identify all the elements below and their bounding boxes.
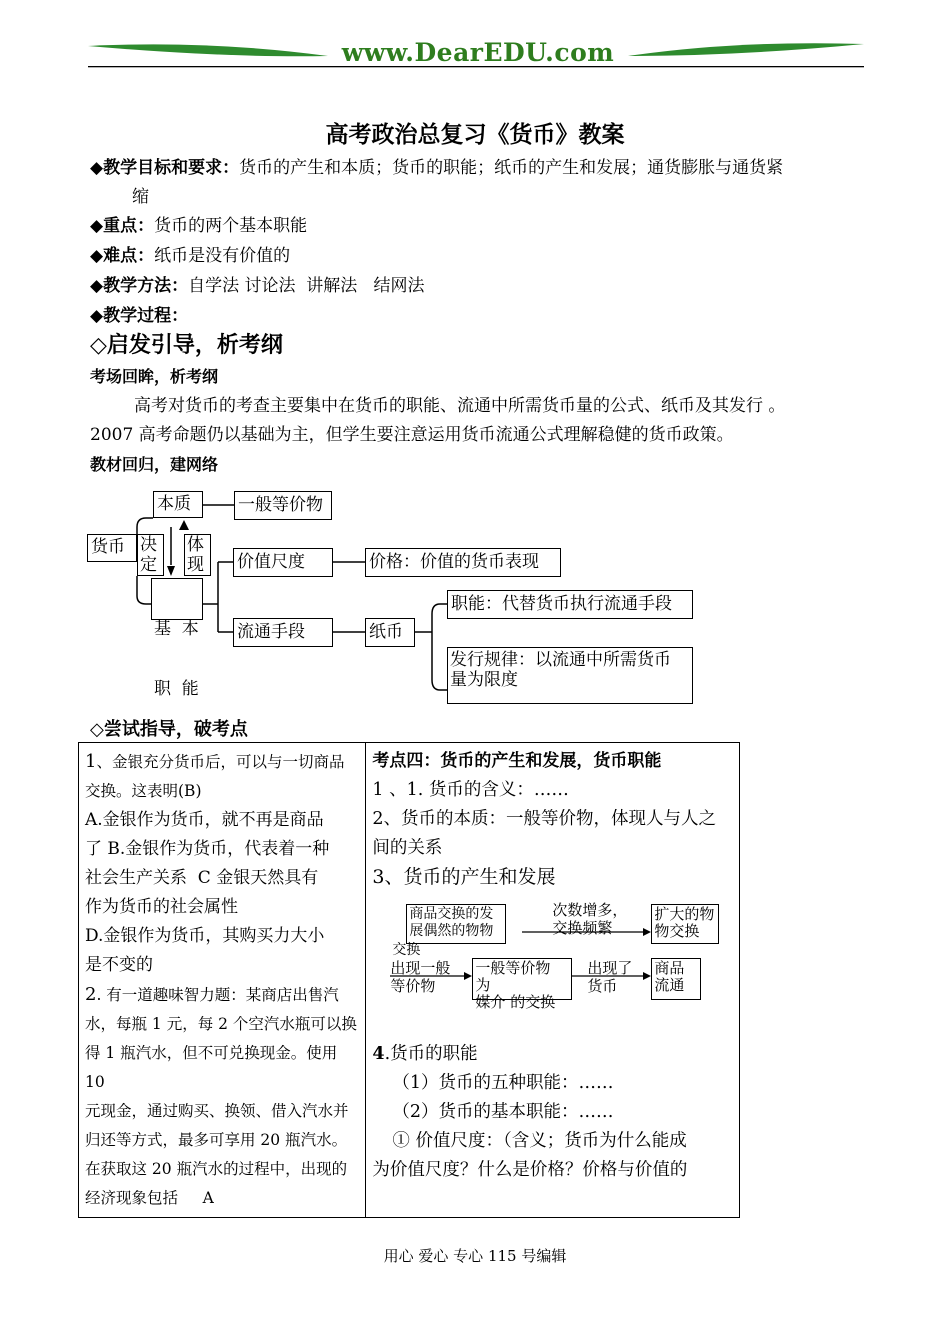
difficulty-label: ◆难点： [90, 246, 155, 266]
issue-law-line1: 发行规律：以流通中所需货币 [450, 650, 671, 670]
objectives-text: 货币的产生和本质；货币的职能；纸币的产生和发展；通货膨胀与通货紧 [239, 158, 784, 178]
evo-arrow3-l1: 出现了 [587, 959, 633, 977]
right-column [366, 743, 740, 1218]
right-heading: 考点四：货币的产生和发展，货币职能 [372, 751, 662, 771]
left-column [79, 743, 366, 1218]
section1-heading: ◇启发引导，析考纲 [90, 333, 283, 358]
node-embody [184, 534, 211, 576]
q1-option-c: 社会生产关系 C 金银天然具有 [85, 868, 319, 888]
objectives-label: ◆教学目标和要求： [90, 158, 240, 178]
node-paper-money: 纸币 [365, 618, 415, 647]
evo-box-expanded-l2: 物交换 [654, 922, 700, 940]
site-logo: www.DearEDU.com [341, 38, 615, 67]
page-footer: 用心 爱心 专心 115 号编辑 [383, 1247, 567, 1265]
section2-heading: ◇尝试指导，破考点 [90, 719, 248, 740]
evo-box-circulation-l1: 商品 [654, 959, 685, 977]
issue-law-line2: 量为限度 [450, 670, 518, 690]
section1-subheading: 考场回眸，析考纲 [90, 367, 219, 386]
right-p4: 4.货币的职能 [372, 1044, 478, 1064]
right-p4-1: （1）货币的五种职能：…… [392, 1073, 614, 1093]
evo-box-expanded-l1: 扩大的物 [654, 905, 715, 923]
method-label: ◆教学方法： [90, 276, 189, 296]
q1-option-b: 了 B.金银作为货币，代表着一种 [85, 839, 330, 859]
q2-line6: 在获取这 20 瓶汽水的过程中，出现的 [85, 1160, 348, 1178]
evo-arrow2-l1: 出现一般 [390, 959, 451, 977]
decide-char1: 决 [140, 535, 157, 555]
right-p2: 2、货币的本质：一般等价物，体现人与人之 [372, 809, 717, 829]
section1-subheading2: 教材回归，建网络 [90, 455, 219, 474]
section1-para2: 2007 高考命题仍以基础为主，但学生要注意运用货币流通公式理解稳健的货币政策。 [90, 425, 734, 445]
embody-char1: 体 [187, 535, 204, 555]
key-point-text: 货币的两个基本职能 [154, 216, 308, 236]
q1-option-c-cont: 作为货币的社会属性 [85, 897, 238, 917]
key-point-label: ◆重点： [90, 216, 155, 236]
node-circulation: 流通手段 [233, 618, 333, 647]
right-p4-3: ① 价值尺度：（含义；货币为什么能成 [392, 1131, 687, 1151]
evo-arrow1-l1: 次数增多， [552, 901, 628, 919]
page-title: 高考政治总复习《货币》教案 [325, 121, 625, 148]
evo-arrows [372, 892, 732, 1040]
decide-char2: 定 [140, 555, 157, 575]
method-text: 自学法 讨论法 讲解法 结网法 [188, 276, 425, 296]
node-paper-function: 职能：代替货币执行流通手段 [447, 590, 693, 619]
evo-box-circulation-l2: 流通 [654, 976, 685, 994]
evo-box-general-l1: 一般等价物 为 [475, 959, 551, 994]
evo-box-barter-l2: 展偶然的物物 [409, 923, 494, 939]
evo-arrow3-l2: 货币 [587, 977, 618, 995]
evo-box-barter-l3: 交换 [392, 942, 421, 958]
basic-line2: 职 能 [154, 679, 199, 699]
process-label: ◆教学过程： [90, 306, 189, 326]
evo-arrow2-l2: 等价物 [390, 977, 436, 995]
basic-line1: 基 本 [154, 619, 199, 639]
node-price: 价格：价值的货币表现 [365, 548, 561, 577]
q2-line2: 水，每瓶 1 元，每 2 个空汽水瓶可以换 [85, 1015, 357, 1033]
node-issue-law [447, 647, 693, 704]
q1-line2: 交换。这表明(B) [85, 782, 202, 800]
difficulty-text: 纸币是没有价值的 [154, 246, 291, 266]
objectives-text-cont: 缩 [132, 187, 149, 207]
right-p4-4: 为价值尺度？什么是价格？价格与价值的 [372, 1160, 688, 1180]
evolution-diagram [372, 892, 733, 1040]
q1-line1: 1、金银充分货币后，可以与一切商品 [85, 751, 345, 772]
evo-box-barter-l1: 商品交换的发 [409, 906, 494, 922]
q2-line1: 2. 有一道趣味智力题：某商店出售汽 [85, 984, 339, 1005]
section1-para1: 高考对货币的考查主要集中在货币的职能、流通中所需货币量的公式、纸币及其发行 。 [134, 396, 786, 416]
node-essence: 本质 [153, 491, 203, 518]
q1-option-a: A.金银作为货币，就不再是商品 [85, 810, 324, 830]
evo-box-general-l2: 媒介 的交换 [475, 993, 556, 1011]
q2-line3: 得 1 瓶汽水，但不可兑换现金。使用 10 [85, 1044, 338, 1091]
q1-option-d: D.金银作为货币，其购买力大小 [85, 926, 325, 946]
node-value-measure: 价值尺度 [233, 548, 333, 577]
embody-char2: 现 [187, 555, 204, 575]
q2-line4: 元现金，通过购买、换领、借入汽水并 [85, 1102, 349, 1120]
node-basic-function [151, 578, 203, 699]
q2-line5: 归还等方式，最多可享用 20 瓶汽水。 [85, 1131, 348, 1149]
exercise-table [78, 742, 740, 1218]
q2-line7: 经济现象包括 A [85, 1189, 214, 1207]
right-p1: 1 、1. 货币的含义：…… [372, 780, 569, 800]
node-equivalent: 一般等价物 [234, 491, 332, 520]
right-p4-2: （2）货币的基本职能：…… [392, 1102, 614, 1122]
q1-option-d-cont: 是不变的 [85, 955, 153, 975]
node-money: 货币 [87, 534, 137, 562]
node-decide [137, 534, 164, 576]
right-p3: 3、货币的产生和发展 [372, 866, 556, 888]
evo-arrow1-l2: 交换频繁 [552, 919, 613, 937]
right-p2-cont: 间的关系 [372, 838, 443, 858]
